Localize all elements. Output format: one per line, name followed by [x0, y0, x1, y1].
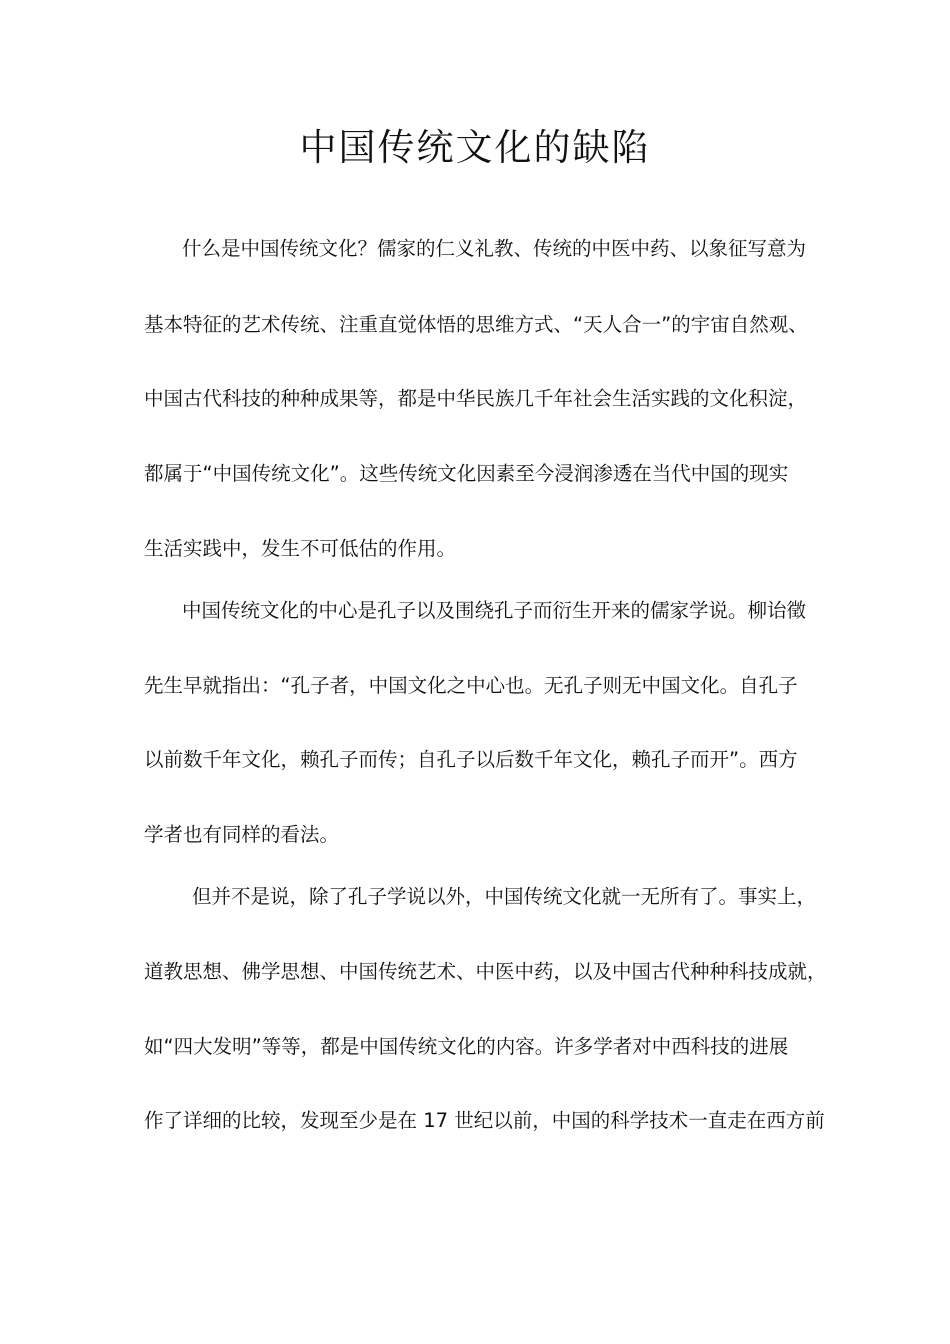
paragraph-3-line-2: 道教思想、佛学思想、中国传统艺术、中医中药，以及中国古代种种科技成就，	[144, 960, 827, 983]
paragraph-3-line-4: 作了详细的比较，发现至少是在 17 世纪以前，中国的科学技术一直走在西方前	[144, 1109, 825, 1132]
paragraph-2-line-2: 先生早就指出：“孔子者，中国文化之中心也。无孔子则无中国文化。自孔子	[144, 674, 798, 697]
paragraph-1-line-3: 中国古代科技的种种成果等，都是中华民族几千年社会生活实践的文化积淀，	[144, 387, 808, 410]
paragraph-2-line-3: 以前数千年文化，赖孔子而传；自孔子以后数千年文化，赖孔子而开”。西方	[144, 748, 798, 771]
paragraph-1-line-5: 生活实践中，发生不可低估的作用。	[144, 537, 457, 560]
paragraph-1-line-4: 都属于“中国传统文化”。这些传统文化因素至今浸润渗透在当代中国的现实	[144, 462, 789, 485]
paragraph-1-line-1: 什么是中国传统文化？儒家的仁义礼教、传统的中医中药、以象征写意为	[182, 237, 807, 260]
paragraph-3-line-3: 如“四大发明”等等，都是中国传统文化的内容。许多学者对中西科技的进展	[144, 1035, 789, 1058]
paragraph-3-line-1: 但并不是说，除了孔子学说以外，中国传统文化就一无所有了。事实上，	[192, 885, 817, 908]
paragraph-2-line-1: 中国传统文化的中心是孔子以及围绕孔子而衍生开来的儒家学说。柳诒徵	[182, 599, 807, 622]
paragraph-2-line-4: 学者也有同样的看法。	[144, 823, 340, 846]
paragraph-1-line-2: 基本特征的艺术传统、注重直觉体悟的思维方式、“天人合一”的宇宙自然观、	[144, 313, 808, 336]
document-title: 中国传统文化的缺陷	[299, 126, 651, 169]
